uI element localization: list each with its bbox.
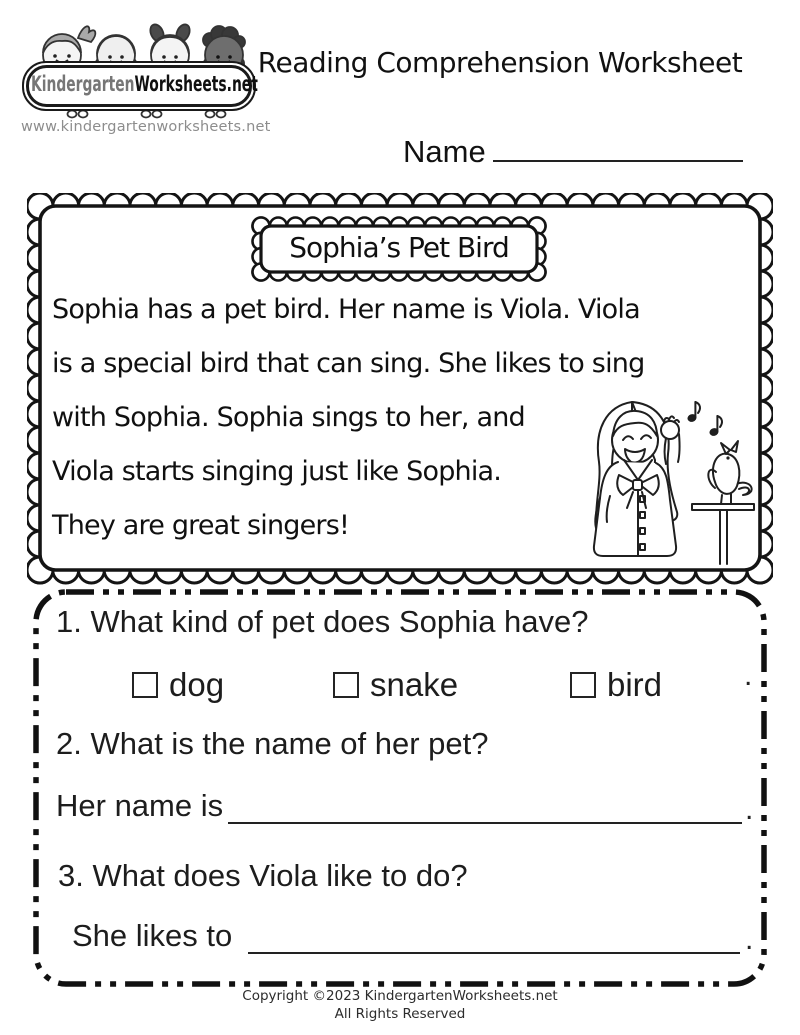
- option-label: bird: [607, 666, 663, 703]
- answer-line-2[interactable]: [228, 788, 742, 824]
- copyright-line: Copyright ©2023 KindergartenWorksheets.net: [242, 988, 558, 1004]
- page-title: Reading Comprehension Worksheet: [257, 46, 743, 79]
- name-label: Name: [403, 134, 486, 169]
- checkbox-option-bird[interactable]: [570, 666, 662, 704]
- bird-beak: [721, 441, 738, 454]
- checkbox-option-snake[interactable]: [333, 666, 458, 704]
- checkbox-option-dog[interactable]: [132, 666, 224, 704]
- checkbox-icon[interactable]: [132, 672, 158, 698]
- name-input-line[interactable]: [493, 134, 743, 162]
- bird-perch: [692, 504, 754, 510]
- girl-listening-to-bird-illustration: [580, 396, 765, 568]
- name-field-row: [403, 134, 743, 170]
- answer-line-3[interactable]: [248, 918, 740, 954]
- rights-line: All Rights Reserved: [334, 1005, 466, 1022]
- logo-url: www.kindergartenworksheets.net: [21, 119, 271, 135]
- story-line: Viola starts singing just like Sophia.: [52, 456, 502, 487]
- trailing-period: .: [744, 659, 753, 692]
- checkbox-icon[interactable]: [570, 672, 596, 698]
- option-label: dog: [169, 666, 225, 703]
- music-note-icon: [710, 416, 722, 436]
- option-label: snake: [370, 666, 459, 703]
- trailing-period: .: [745, 923, 754, 956]
- story-line: with Sophia. Sophia sings to her, and: [52, 402, 525, 433]
- answer-prefix-2: Her name is: [56, 788, 224, 823]
- music-note-icon: [688, 402, 700, 422]
- footer: [0, 988, 800, 1023]
- question-3: 3. What does Viola like to do?: [58, 858, 468, 893]
- story-title-badge: Sophia’s Pet Bird: [289, 231, 509, 264]
- checkbox-icon[interactable]: [333, 672, 359, 698]
- logo-wordmark: [31, 72, 258, 96]
- trailing-period: .: [745, 793, 754, 826]
- question-1: 1. What kind of pet does Sophia have?: [56, 604, 589, 639]
- story-line: Sophia has a pet bird. Her name is Viola. Viola: [52, 294, 640, 325]
- logo-wordmark-black: Worksheets.net: [134, 72, 258, 96]
- bird-body: [713, 454, 739, 494]
- story-line: They are great singers!: [52, 510, 350, 541]
- logo-wordmark-gray: Kindergarten: [31, 72, 135, 96]
- question-2: 2. What is the name of her pet?: [56, 726, 489, 761]
- answer-prefix-3: She likes to: [72, 918, 233, 953]
- story-line: is a special bird that can sing. She likes to sing: [52, 348, 645, 379]
- girl-hand: [661, 421, 679, 439]
